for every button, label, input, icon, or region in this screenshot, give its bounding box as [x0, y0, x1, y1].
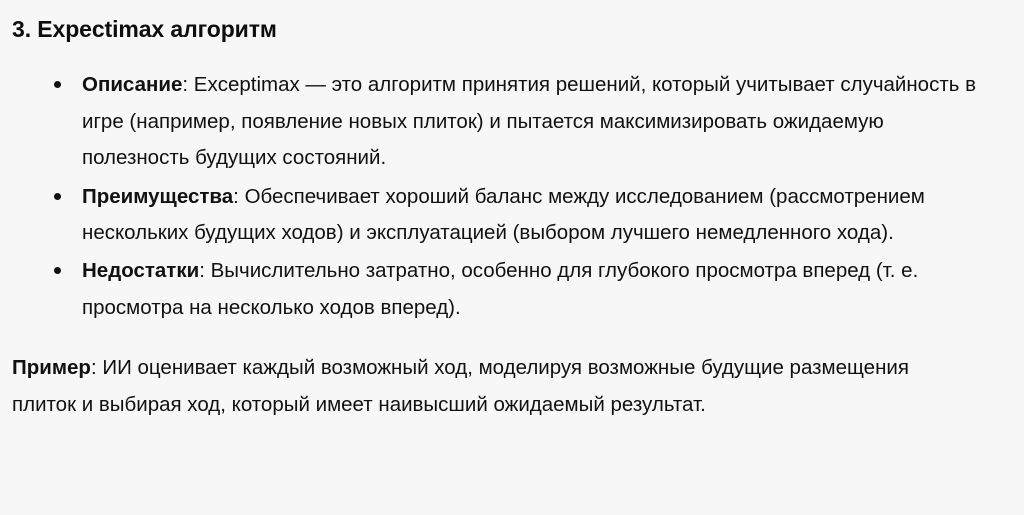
list-item-lead: Преимущества	[82, 184, 234, 208]
list-item-text: Вычислительно затратно, особенно для глубокого просмотра вперед (т. е. просмотра на несколько ходов вперед).	[82, 259, 919, 319]
list-item-text: Обеспечивает хороший баланс между исследованием (рассмотрением нескольких будущих ходов) и эксплуатацией (выбором лучшего немедленного хода).	[82, 184, 925, 244]
list-item-lead: Недостатки	[82, 259, 200, 283]
list-item-separator: :	[182, 73, 194, 97]
list-item-separator: :	[199, 259, 211, 283]
example-paragraph	[12, 350, 996, 423]
feature-list	[10, 67, 996, 326]
list-item-lead: Описание	[82, 73, 183, 97]
list-item	[10, 253, 996, 326]
list-item-text: Exceptimax — это алгоритм принятия решений, который учитывает случайность в игре (например, появление новых плиток) и пытается максимизировать ожидаемую полезность будущих состояний.	[82, 73, 976, 170]
list-item-separator: :	[233, 184, 245, 208]
list-item	[10, 179, 996, 252]
example-separator: :	[90, 356, 103, 380]
example-lead: Пример	[12, 356, 91, 380]
example-text: ИИ оценивает каждый возможный ход, моделируя возможные будущие размещения плиток и выбирая ход, который имеет наивысший ожидаемый результат.	[12, 356, 909, 416]
list-item	[10, 67, 996, 176]
page-title: 3. Expectimax алгоритм	[12, 16, 277, 42]
